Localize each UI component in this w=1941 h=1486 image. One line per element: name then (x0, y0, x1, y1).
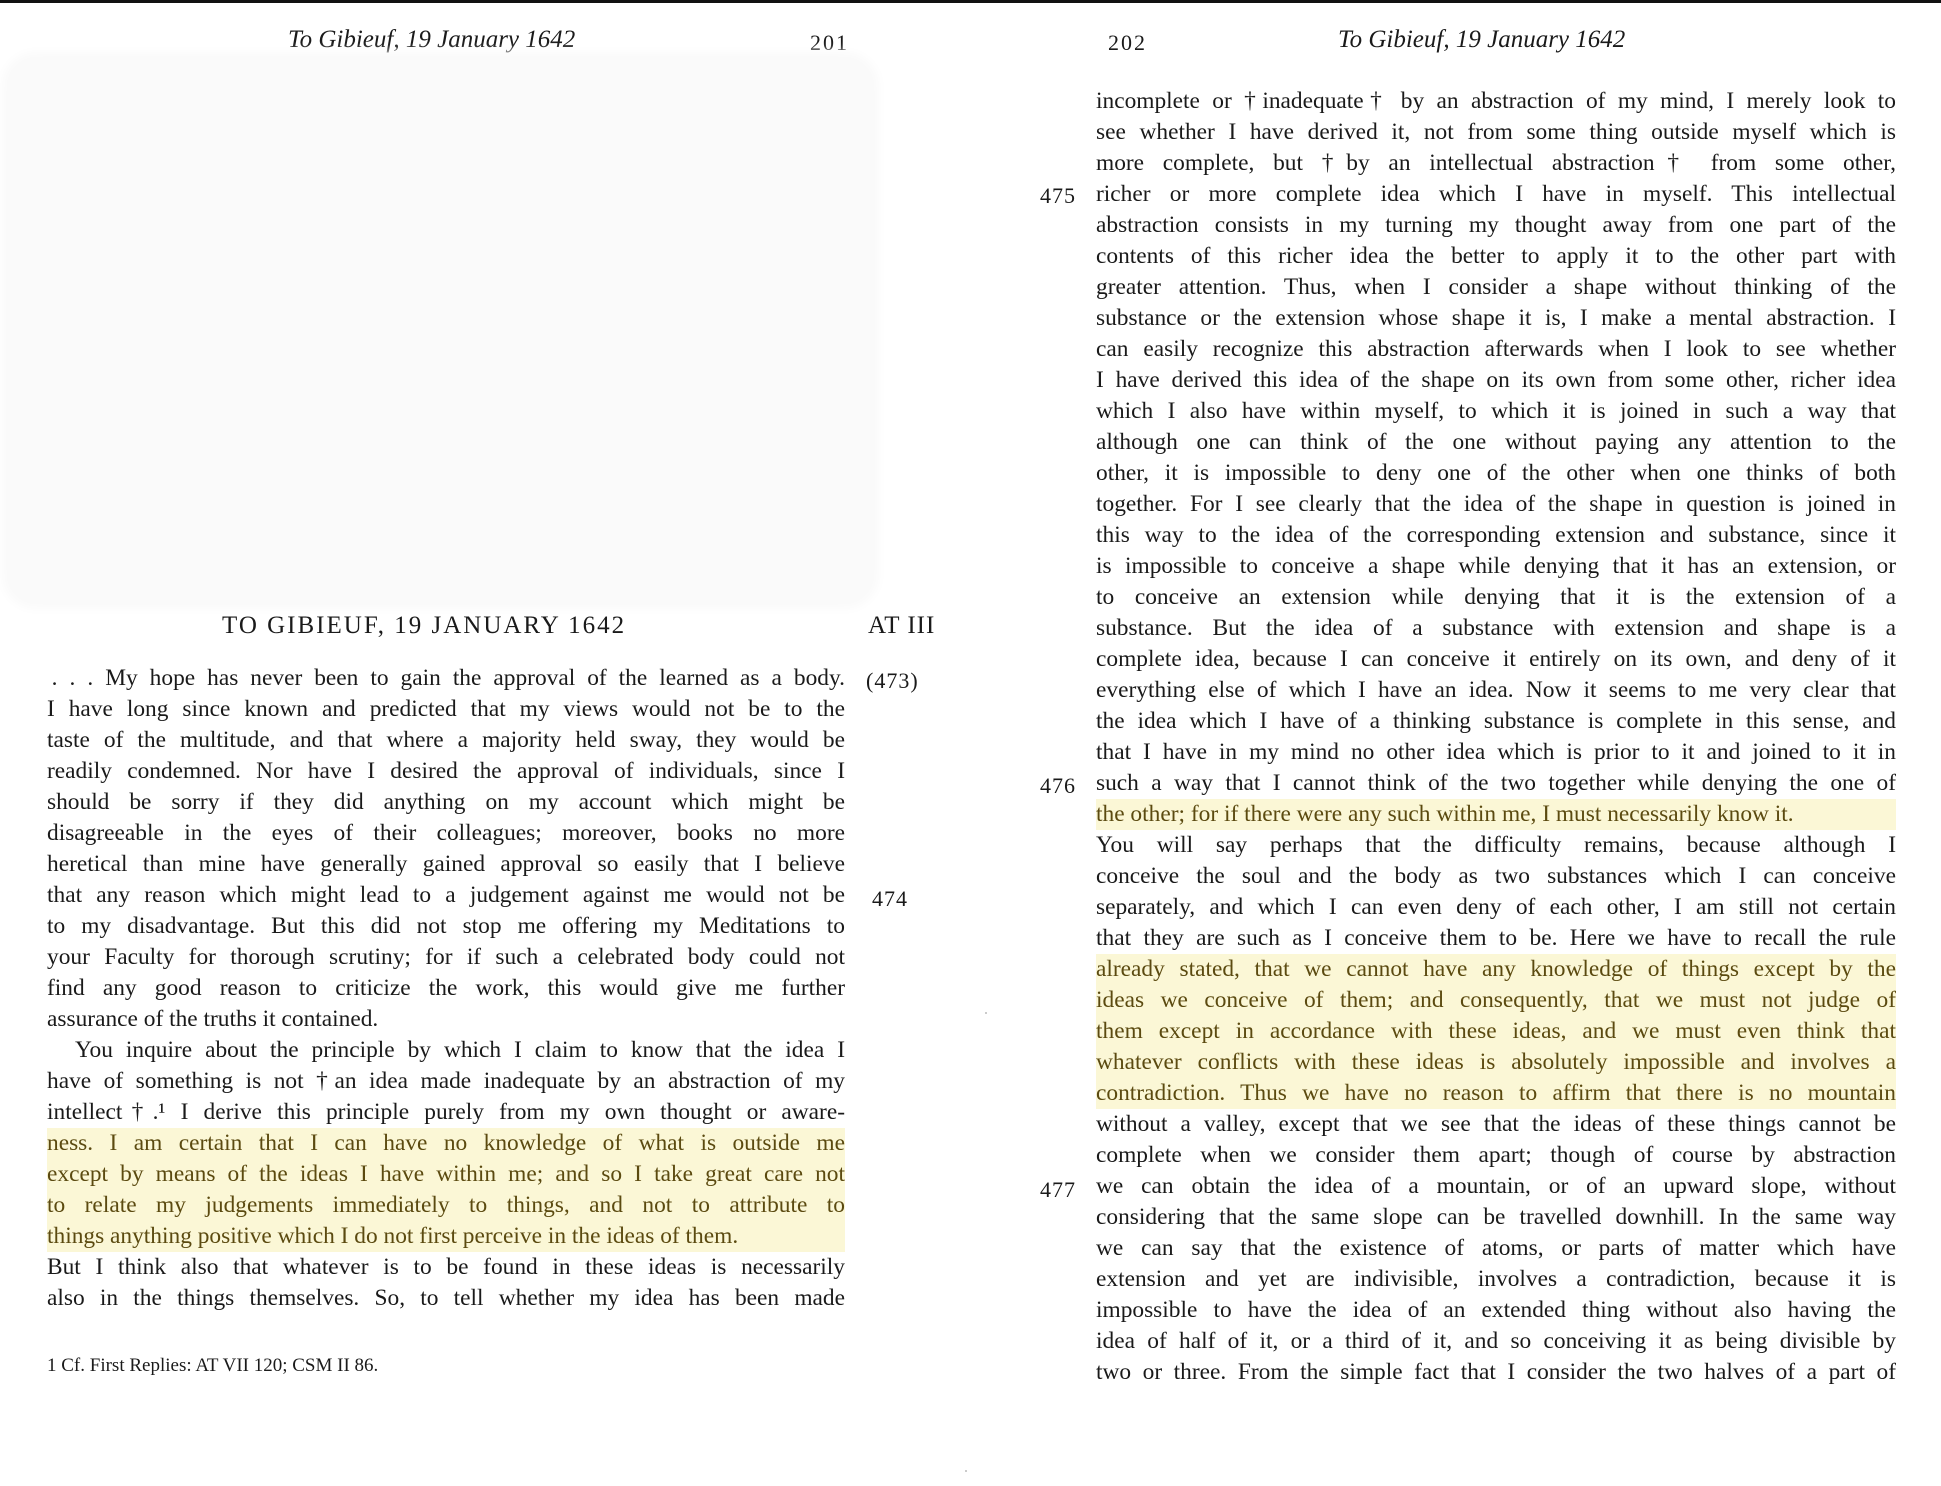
text-line: which I also have within myself, to which it is joined in such a way that (1096, 398, 1896, 424)
text-line: I have long since known and predicted that my views would not be to the (47, 696, 845, 722)
text-line: this way to the idea of the corresponding extension and substance, since it (1096, 522, 1896, 548)
highlighted-line: except by means of the ideas I have within me; and so I take great care not (47, 1159, 845, 1190)
highlighted-line: contradiction. Thus we have no reason to affirm that there is no mountain (1096, 1078, 1896, 1109)
text-line: to conceive an extension while denying that it is the extension of a (1096, 584, 1896, 610)
text-line: contents of this richer idea the better to apply it to the other part with (1096, 243, 1896, 269)
text-line: richer or more complete idea which I have in myself. This intellectual (1096, 181, 1896, 207)
highlighted-line: them except in accordance with these ideas, and we must even think that (1096, 1016, 1896, 1047)
text-line: two or three. From the simple fact that I consider the two halves of a part of (1096, 1359, 1896, 1385)
text-line: without a valley, except that we see that the ideas of these things cannot be (1096, 1111, 1896, 1137)
text-line: . . . My hope has never been to gain the approval of the learned as a body. (47, 665, 845, 691)
text-line: But I think also that whatever is to be found in these ideas is necessarily (47, 1254, 845, 1280)
highlighted-line: already stated, that we cannot have any knowledge of things except by the (1096, 954, 1896, 985)
text-line: idea of half of it, or a third of it, and so conceiving it as being divisible by (1096, 1328, 1896, 1354)
text-line: readily condemned. Nor have I desired the approval of individuals, since I (47, 758, 845, 784)
footnote: 1 Cf. First Replies: AT VII 120; CSM II 86. (47, 1355, 379, 1376)
text-line: the idea which I have of a thinking substance is complete in this sense, and (1096, 708, 1896, 734)
text-line: assurance of the truths it contained. (47, 1006, 379, 1032)
margin-ref-476: 476 (1040, 773, 1076, 798)
speck (985, 1012, 987, 1014)
text-line: although one can think of the one without paying any attention to the (1096, 429, 1896, 455)
text-line: taste of the multitude, and that where a majority held sway, they would be (47, 727, 845, 753)
text-line: that any reason which might lead to a judgement against me would not be (47, 882, 845, 908)
text-line: more complete, but †by an intellectual abstraction† from some other, (1096, 150, 1896, 176)
margin-ref-477: 477 (1040, 1177, 1076, 1202)
text-line: intellect†.¹ I derive this principle purely from my own thought or aware- (47, 1099, 845, 1125)
text-line: incomplete or †inadequate† by an abstraction of my mind, I merely look to (1096, 88, 1896, 114)
text-line: complete idea, because I can conceive it entirely on its own, and deny of it (1096, 646, 1896, 672)
text-line: that I have in my mind no other idea which is prior to it and joined to it in (1096, 739, 1896, 765)
highlighted-line: things anything positive which I do not first perceive in the ideas of them. (47, 1221, 845, 1252)
text-line: abstraction consists in my turning my thought away from one part of the (1096, 212, 1896, 238)
text-line: everything else of which I have an idea. Now it seems to me very clear that (1096, 677, 1896, 703)
text-line: is impossible to conceive a shape while denying that it has an extension, or (1096, 553, 1896, 579)
text-line: other, it is impossible to deny one of the other when one thinks of both (1096, 460, 1896, 486)
text-line: can easily recognize this abstraction afterwards when I look to see whether (1096, 336, 1896, 362)
text-line: have of something is not †an idea made inadequate by an abstraction of my (47, 1068, 845, 1094)
text-line: extension and yet are indivisible, involves a contradiction, because it is (1096, 1266, 1896, 1292)
highlighted-line: whatever conflicts with these ideas is absolutely impossible and involves a (1096, 1047, 1896, 1078)
text-line: impossible to have the idea of an extended thing without also having the (1096, 1297, 1896, 1323)
text-line: see whether I have derived it, not from some thing outside myself which is (1096, 119, 1896, 145)
text-line: substance or the extension whose shape it is, I make a mental abstraction. I (1096, 305, 1896, 331)
text-line: we can say that the existence of atoms, or parts of matter which have (1096, 1235, 1896, 1261)
left-body-text (47, 663, 845, 1314)
text-line: together. For I see clearly that the idea of the shape in question is joined in (1096, 491, 1896, 517)
margin-ref-475: 475 (1040, 183, 1076, 208)
text-line: also in the things themselves. So, to tell whether my idea has been made (47, 1285, 845, 1311)
margin-ref-474: 474 (872, 886, 908, 911)
text-line: separately, and which I can even deny of each other, I am still not certain (1096, 894, 1896, 920)
highlighted-line: to relate my judgements immediately to things, and not to attribute to (47, 1190, 845, 1221)
speck (965, 1470, 967, 1472)
left-running-head: To Gibieuf, 19 January 1642 (288, 26, 576, 53)
highlighted-line: the other; for if there were any such within me, I must necessarily know it. (1096, 799, 1896, 830)
text-line: should be sorry if they did anything on my account which might be (47, 789, 845, 815)
text-line: You will say perhaps that the difficulty remains, because although I (1096, 832, 1896, 858)
text-line: that they are such as I conceive them to be. Here we have to recall the rule (1096, 925, 1896, 951)
text-line: disagreeable in the eyes of their colleagues; moreover, books no more (47, 820, 845, 846)
letter-title: TO GIBIEUF, 19 JANUARY 1642 (222, 612, 627, 639)
blank-region (8, 58, 873, 603)
text-line: find any good reason to criticize the work, this would give me further (47, 975, 845, 1001)
text-line: heretical than mine have generally gained approval so easily that I believe (47, 851, 845, 877)
text-line: considering that the same slope can be travelled downhill. In the same way (1096, 1204, 1896, 1230)
text-line: greater attention. Thus, when I consider a shape without thinking of the (1096, 274, 1896, 300)
margin-ref-473: (473) (866, 668, 919, 693)
right-page-number: 202 (1108, 30, 1147, 55)
text-line: substance. But the idea of a substance with extension and shape is a (1096, 615, 1896, 641)
right-running-head: To Gibieuf, 19 January 1642 (1338, 26, 1626, 53)
right-body-text (1096, 86, 1896, 1388)
highlighted-line: ideas we conceive of them; and consequently, that we must not judge of (1096, 985, 1896, 1016)
text-line: we can obtain the idea of a mountain, or of an upward slope, without (1096, 1173, 1896, 1199)
text-line: your Faculty for thorough scrutiny; for if such a celebrated body could not (47, 944, 845, 970)
text-line: complete when we consider them apart; though of course by abstraction (1096, 1142, 1896, 1168)
text-line: You inquire about the principle by which I claim to know that the idea I (75, 1037, 845, 1063)
text-line: I have derived this idea of the shape on its own from some other, richer idea (1096, 367, 1896, 393)
text-line: to my disadvantage. But this did not stop me offering my Meditations to (47, 913, 845, 939)
at-reference: AT III (868, 612, 936, 639)
highlighted-line: ness. I am certain that I can have no knowledge of what is outside me (47, 1128, 845, 1159)
left-page (0, 0, 970, 1486)
text-line: conceive the soul and the body as two substances which I can conceive (1096, 863, 1896, 889)
left-page-number: 201 (810, 30, 849, 55)
text-line: such a way that I cannot think of the two together while denying the one of (1096, 770, 1896, 796)
